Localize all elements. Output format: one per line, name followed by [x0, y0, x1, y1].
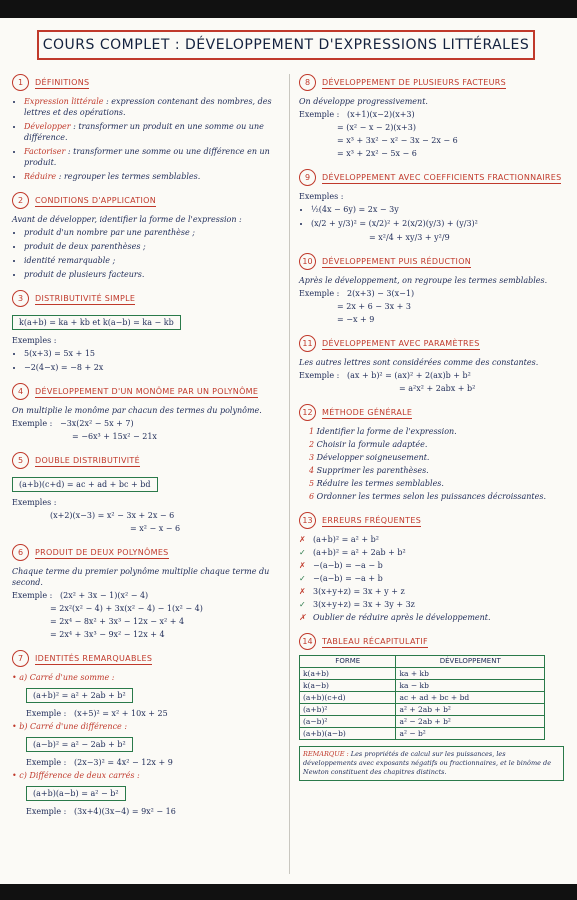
- cross-icon: ✗: [299, 587, 306, 596]
- rule-box: k(a+b) = ka + kb et k(a−b) = ka − kb: [12, 315, 181, 330]
- math-line: 2(x+3) − 3(x−1): [347, 289, 415, 298]
- section-title: DISTRIBUTIVITÉ SIMPLE: [35, 293, 136, 303]
- section-title: DÉFINITIONS: [35, 77, 90, 87]
- section-distributivity: [12, 290, 277, 373]
- section-title: TABLEAU RÉCAPITULATIF: [322, 636, 428, 646]
- error-row: ✓ (a+b)² = a² + 2ab + b²: [299, 548, 406, 557]
- section-title: DÉVELOPPEMENT AVEC COEFFICIENTS FRACTIONNAIRES: [322, 172, 562, 182]
- examples-label: Exemples :: [12, 498, 57, 507]
- remark-label: REMARQUE :: [303, 750, 349, 758]
- definition: : expression contenant des nombres, des lettres et des opérations.: [24, 97, 272, 117]
- section-monomial: [12, 383, 277, 442]
- method-step: 1 Identifier la forme de l'expression.: [309, 427, 457, 436]
- section-number: 10: [299, 253, 316, 270]
- remark-text: Les propriétés de calcul sur les puissances, les développements avec exposants négatifs ou fractionnaires, et le binôme de Newton constituent des chapitres distincts.: [303, 750, 552, 776]
- rule-box: (a−b)² = a² − 2ab + b²: [26, 737, 133, 752]
- example-label: Exemple :: [26, 758, 67, 767]
- rule-box: (a+b)(a−b) = a² − b²: [26, 786, 126, 801]
- term: Factoriser: [24, 147, 66, 156]
- table-cell: (a−b)²: [300, 716, 396, 728]
- section-title: DÉVELOPPEMENT AVEC PARAMÈTRES: [322, 338, 480, 348]
- column-divider: [289, 74, 290, 874]
- section-number: 14: [299, 633, 316, 650]
- table-cell: a² − b²: [396, 728, 545, 740]
- examples-label: Exemples :: [299, 192, 344, 201]
- method-step: 2 Choisir la formule adaptée.: [309, 440, 428, 449]
- list-item: [24, 96, 277, 118]
- section-title: IDENTITÉS REMARQUABLES: [35, 653, 153, 663]
- error-row: ✗ Oublier de réduire après le développement.: [299, 613, 491, 622]
- cross-icon: ✗: [299, 561, 306, 570]
- section-number: 11: [299, 335, 316, 352]
- page-title: COURS COMPLET : DÉVELOPPEMENT D'EXPRESSIONS LITTÉRALES: [37, 30, 535, 60]
- list-item: • ½(4x − 6y) = 2x − 3y: [311, 204, 564, 215]
- section-title: DÉVELOPPEMENT DE PLUSIEURS FACTEURS: [322, 77, 507, 87]
- math-line: = 2x²(x² − 4) + 3x(x² − 4) − 1(x² − 4): [50, 604, 203, 613]
- section-number: 9: [299, 169, 316, 186]
- error-row: ✗ 3(x+y+z) = 3x + y + z: [299, 587, 405, 596]
- cross-icon: ✗: [299, 613, 306, 622]
- section-intro: Chaque terme du premier polynôme multiplie chaque terme du second.: [12, 567, 270, 587]
- section-number: 13: [299, 512, 316, 529]
- term: Expression littérale: [24, 97, 104, 106]
- summary-table: [299, 655, 545, 740]
- list-item: [24, 121, 277, 143]
- error-row: ✓ −(a−b) = −a + b: [299, 574, 383, 583]
- table-header-row: [300, 656, 545, 668]
- section-fractional: [299, 169, 564, 243]
- math-line: (x+1)(x−2)(x+3): [347, 110, 415, 119]
- math-line: = x²/4 + xy/3 + y²/9: [369, 233, 450, 242]
- math-line: (x+5)² = x² + 10x + 25: [74, 709, 168, 718]
- column-header: DÉVELOPPEMENT: [396, 656, 545, 668]
- list-item: • produit de deux parenthèses ;: [24, 241, 277, 252]
- check-icon: ✓: [299, 600, 306, 609]
- examples-list: [12, 348, 277, 373]
- section-title: PRODUIT DE DEUX POLYNÔMES: [35, 547, 169, 557]
- math-line: (ax + b)² = (ax)² + 2(ax)b + b²: [347, 371, 471, 380]
- table-cell: a² − 2ab + b²: [396, 716, 545, 728]
- left-column: [12, 74, 277, 827]
- section-two-polynomials: [12, 544, 277, 640]
- example-label: Exemple :: [26, 709, 67, 718]
- examples-label: Exemples :: [12, 336, 57, 345]
- section-number: 5: [12, 452, 29, 469]
- method-step: 4 Supprimer les parenthèses.: [309, 466, 429, 475]
- method-step: 6 Ordonner les termes selon les puissances décroissantes.: [309, 492, 546, 501]
- section-errors: [299, 512, 564, 623]
- identity-label: • a) Carré d'une somme :: [12, 673, 115, 682]
- section-definitions: [12, 74, 277, 182]
- section-intro: On développe progressivement.: [299, 97, 428, 106]
- section-intro: Les autres lettres sont considérées comme des constantes.: [299, 358, 539, 367]
- math-line: (2x² + 3x − 1)(x² − 4): [60, 591, 149, 600]
- remark-box: [299, 746, 564, 781]
- identity-label: • c) Différence de deux carrés :: [12, 771, 140, 780]
- math-line: = −6x³ + 15x² − 21x: [72, 432, 157, 441]
- section-title: DÉVELOPPEMENT PUIS RÉDUCTION: [322, 256, 472, 266]
- list-item: • (x/2 + y/3)² = (x/2)² + 2(x/2)(y/3) + (y/3)²: [311, 218, 564, 229]
- section-title: CONDITIONS D'APPLICATION: [35, 195, 156, 205]
- error-row: ✓ 3(x+y+z) = 3x + 3y + 3z: [299, 600, 415, 609]
- definitions-list: [12, 96, 277, 182]
- identity-label: • b) Carré d'une différence :: [12, 722, 128, 731]
- list-item: • 5(x+3) = 5x + 15: [24, 348, 277, 359]
- conditions-list: [12, 227, 277, 280]
- table-row: [300, 716, 545, 728]
- math-line: = x³ + 3x² − x² − 3x − 2x − 6: [337, 136, 458, 145]
- rule-box: (a+b)(c+d) = ac + ad + bc + bd: [12, 477, 158, 492]
- math-line: (3x+4)(3x−4) = 9x² − 16: [74, 807, 176, 816]
- column-header: FORME: [300, 656, 396, 668]
- section-number: 6: [12, 544, 29, 561]
- math-line: (x+2)(x−3) = x² − 3x + 2x − 6: [50, 511, 175, 520]
- section-title: DÉVELOPPEMENT D'UN MONÔME PAR UN POLYNÔME: [35, 386, 259, 396]
- list-item: [24, 171, 277, 182]
- section-number: 8: [299, 74, 316, 91]
- error-row: ✗ (a+b)² = a² + b²: [299, 535, 379, 544]
- table-cell: k(a−b): [300, 680, 396, 692]
- table-row: [300, 680, 545, 692]
- section-intro: Après le développement, on regroupe les termes semblables.: [299, 276, 548, 285]
- example-label: Exemple :: [12, 591, 53, 600]
- table-cell: ka + kb: [396, 668, 545, 680]
- section-number: 2: [12, 192, 29, 209]
- term: Développer: [24, 122, 71, 131]
- right-column: [299, 74, 564, 791]
- section-intro: Avant de développer, identifier la forme de l'expression :: [12, 215, 242, 224]
- section-title: DOUBLE DISTRIBUTIVITÉ: [35, 455, 140, 465]
- table-row: [300, 668, 545, 680]
- example-label: Exemple :: [26, 807, 67, 816]
- definition: : transformer un produit en une somme ou une différence.: [24, 122, 264, 142]
- math-line: = 2x + 6 − 3x + 3: [337, 302, 411, 311]
- section-conditions: [12, 192, 277, 280]
- math-line: = 2x⁴ − 8x² + 3x³ − 12x − x² + 4: [50, 617, 185, 626]
- math-line: = x³ + 2x² − 5x − 6: [337, 149, 417, 158]
- section-number: 3: [12, 290, 29, 307]
- math-line: (2x−3)² = 4x² − 12x + 9: [74, 758, 173, 767]
- section-reduction: [299, 253, 564, 325]
- math-line: = (x² − x − 2)(x+3): [337, 123, 416, 132]
- method-step: 5 Réduire les termes semblables.: [309, 479, 444, 488]
- list-item: • −2(4−x) = −8 + 2x: [24, 362, 277, 373]
- section-several-factors: [299, 74, 564, 159]
- section-parameters: [299, 335, 564, 394]
- table-cell: (a+b)²: [300, 704, 396, 716]
- course-sheet: [0, 18, 577, 884]
- table-cell: (a+b)(a−b): [300, 728, 396, 740]
- example-label: Exemple :: [299, 371, 340, 380]
- list-item: • produit de plusieurs facteurs.: [24, 269, 277, 280]
- math-line: = a²x² + 2abx + b²: [399, 384, 476, 393]
- math-line: −3x(2x² − 5x + 7): [60, 419, 134, 428]
- error-row: ✗ −(a−b) = −a − b: [299, 561, 383, 570]
- example-label: Exemple :: [299, 110, 340, 119]
- list-item: [24, 146, 277, 168]
- table-cell: a² + 2ab + b²: [396, 704, 545, 716]
- definition: : transformer une somme ou une différence en un produit.: [24, 147, 270, 167]
- check-icon: ✓: [299, 548, 306, 557]
- section-number: 1: [12, 74, 29, 91]
- examples-list: [299, 204, 564, 229]
- section-number: 7: [12, 650, 29, 667]
- table-cell: (a+b)(c+d): [300, 692, 396, 704]
- check-icon: ✓: [299, 574, 306, 583]
- cross-icon: ✗: [299, 535, 306, 544]
- section-identities: [12, 650, 277, 817]
- section-intro: On multiplie le monôme par chacun des termes du polynôme.: [12, 406, 262, 415]
- example-label: Exemple :: [299, 289, 340, 298]
- example-label: Exemple :: [12, 419, 53, 428]
- table-row: [300, 692, 545, 704]
- table-row: [300, 728, 545, 740]
- section-method: [299, 404, 564, 502]
- math-line: = 2x⁴ + 3x³ − 9x² − 12x + 4: [50, 630, 165, 639]
- section-number: 12: [299, 404, 316, 421]
- table-cell: k(a+b): [300, 668, 396, 680]
- section-title: MÉTHODE GÉNÉRALE: [322, 407, 413, 417]
- section-number: 4: [12, 383, 29, 400]
- definition: : regrouper les termes semblables.: [56, 172, 201, 181]
- term: Réduire: [24, 172, 57, 181]
- section-double-distributivity: [12, 452, 277, 534]
- list-item: • produit d'un nombre par une parenthèse ;: [24, 227, 277, 238]
- table-row: [300, 704, 545, 716]
- method-step: 3 Développer soigneusement.: [309, 453, 430, 462]
- table-cell: ac + ad + bc + bd: [396, 692, 545, 704]
- section-title: ERREURS FRÉQUENTES: [322, 515, 422, 525]
- section-summary-table: [299, 633, 564, 781]
- rule-box: (a+b)² = a² + 2ab + b²: [26, 688, 133, 703]
- table-cell: ka − kb: [396, 680, 545, 692]
- math-line: = −x + 9: [337, 315, 375, 324]
- math-line: = x² − x − 6: [130, 524, 181, 533]
- list-item: • identité remarquable ;: [24, 255, 277, 266]
